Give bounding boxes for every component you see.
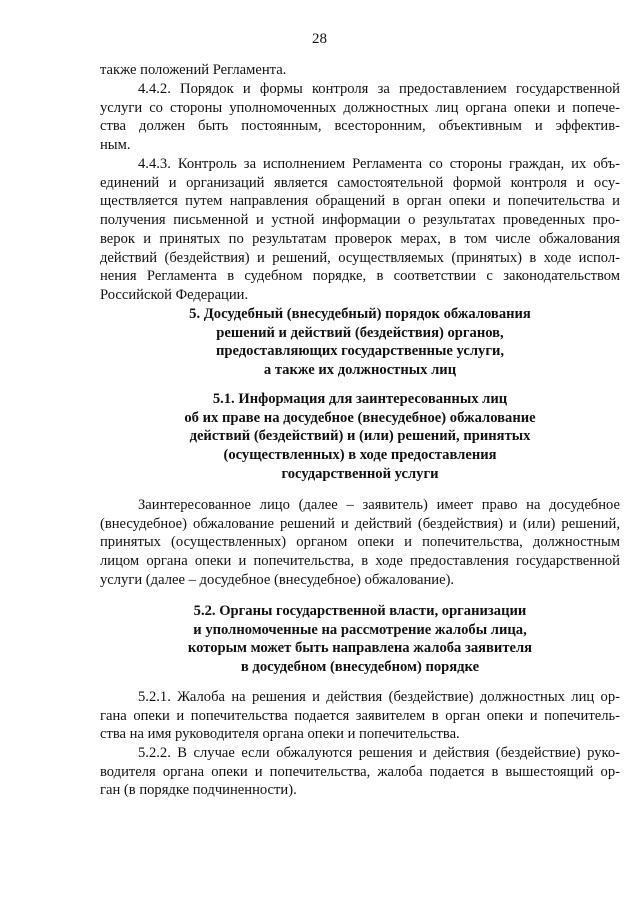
- text-line: (внесудебное) обжалование решений и действий (бездействия) и (или) решений,: [100, 515, 620, 532]
- text-line: водителя органа опеки и попечительства, жалоба подается в вышестоящий ор-: [100, 763, 620, 780]
- text-line: верок и принятых по результатам проверок мерах, в том числе обжалования: [100, 230, 620, 247]
- heading-line: предоставляющих государственные услуги,: [215, 343, 505, 360]
- text-line: Российской Федерации.: [100, 286, 249, 303]
- paragraph-5-2-2: [100, 744, 620, 800]
- text-line: единений и организаций является самостоятельной формой контроля и осу-: [100, 174, 620, 191]
- paragraph-5-1: [100, 496, 620, 590]
- text-line: 5.2.1. Жалоба на решения и действия (бездействие) должностных лиц ор-: [138, 689, 620, 705]
- text-line: 5.2.2. В случае если обжалуются решения и действия (бездействие) руко-: [138, 745, 620, 761]
- text-line: Заинтересованное лицо (далее – заявитель) имеет право на досудебное: [138, 497, 620, 513]
- section-5-1-heading: [100, 390, 620, 484]
- section-5-heading: [100, 305, 620, 380]
- page-number: 28: [312, 31, 327, 47]
- heading-line: 5.2. Органы государственной власти, организации: [193, 603, 527, 619]
- text-line: 4.4.3. Контроль за исполнением Регламента со стороны граждан, их объ-: [138, 156, 620, 172]
- text-line: ществляется путем направления обращений в орган опеки и попечительства и: [100, 193, 620, 210]
- paragraph-4-4-3: [100, 155, 620, 305]
- text-line: также положений Регламента.: [100, 62, 287, 78]
- heading-line: которым может быть направлена жалоба заявителя: [187, 640, 533, 657]
- text-line: получения письменной и устной информации о результатах проведенных про-: [100, 212, 620, 229]
- heading-line: государственной услуги: [281, 465, 439, 482]
- text-line: ства на имя руководителя органа опеки и попечительства.: [100, 726, 460, 743]
- text-line: услуги (далее – досудебное (внесудебное) обжалование).: [100, 571, 455, 588]
- paragraph-4-4-1-tail: [100, 61, 620, 80]
- heading-line: действий (бездействий) и (или) решений, принятых: [189, 428, 531, 445]
- text-line: услуги со стороны уполномоченных должностных лиц органа опеки и попече-: [100, 99, 620, 116]
- heading-line: об их праве на досудебное (внесудебное) обжалование: [184, 409, 536, 426]
- text-line: принятых (осуществленных) органом опеки и попечительства, должностным: [100, 534, 620, 551]
- text-line: действий (бездействия) и решений, осуществляемых (принятых) в ходе испол-: [100, 249, 620, 266]
- paragraph-4-4-2: [100, 80, 620, 155]
- text-line: ным.: [100, 137, 131, 154]
- text-line: ган (в порядке подчиненности).: [100, 782, 297, 799]
- heading-line: в досудебном (внесудебном) порядке: [240, 659, 480, 676]
- text-line: нения Регламента в судебном порядке, в соответствии с законодательством: [100, 268, 620, 285]
- heading-line: (осуществленных) в ходе предоставления: [223, 447, 497, 464]
- text-line: ства должен быть постоянным, всесторонним, объективным и эффектив-: [100, 118, 620, 135]
- text-line: лицом органа опеки и попечительства, в ходе предоставления государственной: [100, 553, 620, 570]
- heading-line: 5.1. Информация для заинтересованных лиц: [212, 391, 508, 407]
- heading-line: а также их должностных лиц: [263, 362, 457, 379]
- section-5-2-heading: [100, 602, 620, 677]
- heading-line: и уполномоченные на рассмотрение жалобы лица,: [193, 621, 527, 638]
- heading-line: 5. Досудебный (внесудебный) порядок обжалования: [189, 306, 531, 322]
- text-line: гана опеки и попечительства подается заявителем в орган опеки и попечитель-: [100, 707, 620, 724]
- paragraph-5-2-1: [100, 688, 620, 744]
- text-line: 4.4.2. Порядок и формы контроля за предоставлением государственной: [138, 81, 620, 97]
- heading-line: решений и действий (бездействия) органов,: [216, 324, 504, 341]
